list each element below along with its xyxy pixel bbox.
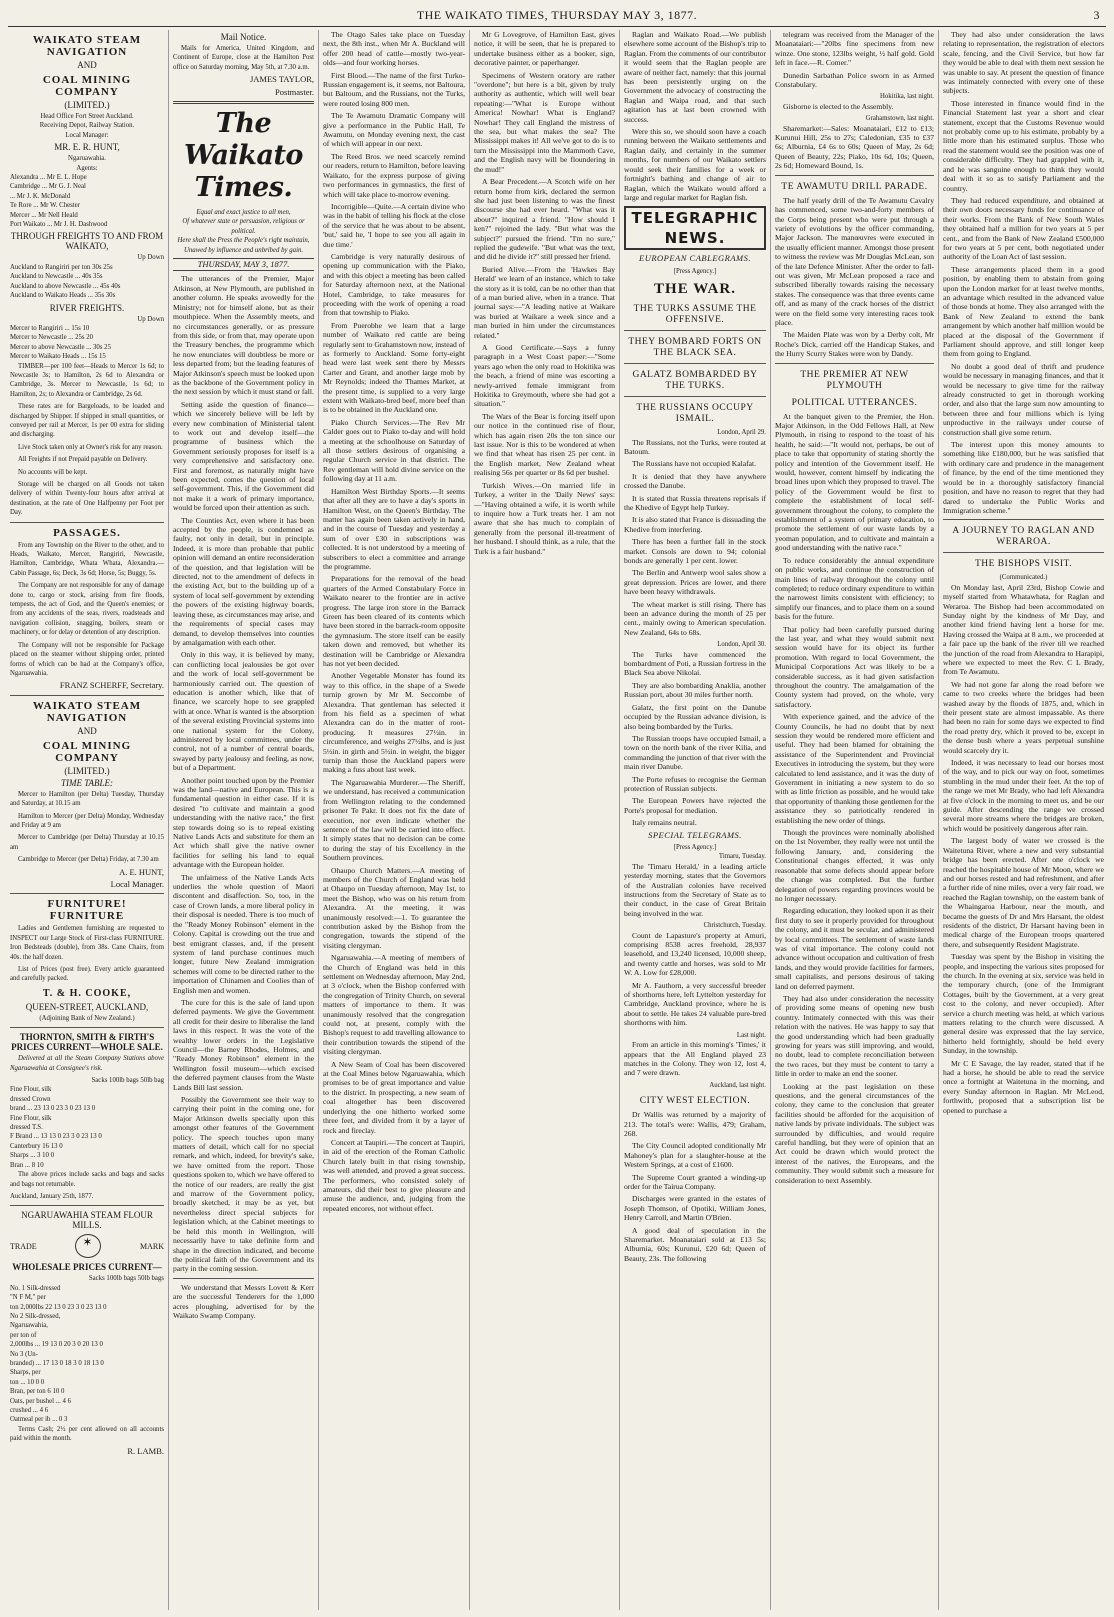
telegram-text: A good deal of speculation in the Sharemarket. Moanataiari sold at £13 5s; Alburnia, 60s; Kurunui, £20 6d; Queen of Beauty, 23s. The following bbox=[624, 1225, 766, 1263]
passages-liability: The Company are not responsible for any of damage done to, cargo or stock, arising from fire floods, tempests, the act of God, and the Queen's enemies; or from any accidents of the seas, rivers, roadsteads and navigation collision, snagging, boilers, steam or machinery, or for delay or detention of any description. bbox=[10, 582, 164, 637]
war-item: The Russian troops have occupied Ismail, a town on the north bank of the river Kilia, and commanding the junction of that river with the main river Danube. bbox=[624, 733, 766, 772]
thornton-date: Auckland, January 25th, 1877. bbox=[10, 1192, 94, 1200]
furniture-firm: T. & H. COOKE, bbox=[42, 987, 132, 999]
motto-line: Unawed by influence and unbribed by gain. bbox=[183, 246, 304, 254]
mills-row: branded) ... 17 13 0 18 3 0 18 13 0 bbox=[10, 1359, 104, 1367]
leader-paragraph: Another point touched upon by the Premier was the land—native and European. This is a fundamental question in either case. If it is desired "to cultivate and maintain a good understanding with the native race," the first step towards doing so is to repeal existing Native Lands Acts and substitute for them an Act which shall give the native owner facilities for selling his land to equal advantage with the European holder. bbox=[173, 775, 314, 870]
mills-row: 2,000lbs ... 19 13 0 20 3 0 20 13 0 bbox=[10, 1341, 103, 1349]
dateline: Hokitika, last night. bbox=[880, 93, 934, 101]
news-paragraph: The Wars of the Bear is forcing itself upon our notice in the continued rise of flour, which has again risen 20s the ton since our last issue. Nor is this to be wondered at when we find that wheat has risen 25 per cent. in the English market, New Zealand wheat realising 56s per quarter or 8s 6d per bushel. bbox=[474, 411, 615, 478]
war-subheading: THE RUSSIANS OCCUPY ISMAIL. bbox=[636, 403, 754, 425]
war-item: It is also stated that France is dissuading the Khedive from interfering. bbox=[624, 515, 766, 534]
thornton-delivery: Delivered at all the Steam Company Stations above Ngaruawahia at Consignee's risk. bbox=[10, 1055, 164, 1072]
divider bbox=[943, 552, 1104, 553]
divider bbox=[10, 1027, 164, 1028]
mills-heading: NGARUAWAHIA STEAM FLOUR MILLS. bbox=[21, 1210, 153, 1231]
news-paragraph: The Otago Sales take place on Tuesday next, the 8th inst., when Mr A. Buckland will offer 200 head of cattle—mostly two-year-olds—and four working horses. bbox=[323, 30, 465, 68]
rates-note: These rates are for Bargeloads, to be loaded and discharged by Shipper. If shipped in small quantities, or conveyed per rail at Mercer, 1s per 00 extra for sliding and discharging. bbox=[10, 403, 164, 439]
river-line: Mercer to Waikato Heads ... 15s 15 bbox=[10, 353, 106, 361]
time-table-title: TIME TABLE: bbox=[60, 777, 114, 788]
telegram-text: Count de Lapasture's property at Amuri, comprising 8538 acres freehold, 28,937 leasehold, and 13,240 licensed, 10,000 sheep, and twenty cattle and horses, was sold to Mr W. A. Low for £28,000. bbox=[624, 930, 766, 978]
news-paragraph: Sharemarket:—Sales: Moanataiari, £12 to £13; Kurunui Hill, 25s to 27s; Caledonian, £35 to £37 6s; Alburnia, £4 6s to 60s; Queen of May, 2s 6d; Queen of Beauty, 22s; Piako, 10s 6d, 10s; Queen, 2s 6d; Homeward Bound, 1s. bbox=[775, 123, 934, 171]
speech-paragraph: Though the provinces were nominally abolished on the 1st November, they really were not until the following January, and, considering the Constitutional changes effected, it was only reasonable that some defects should appear before the change was completed. But the further delegation of powers regarding provinces would be no longer necessary. bbox=[775, 828, 934, 903]
war-item: The European Powers have rejected the Porte's proposal for mediation. bbox=[624, 796, 766, 815]
war-item: Galatz, the first point on the Danube occupied by the Russian advance division, is also being bombarded by the Turks. bbox=[624, 702, 766, 731]
war-item: The Russians have not occupied Kalafat. bbox=[632, 459, 756, 469]
column-telegraphic-news bbox=[619, 30, 770, 1610]
schedule-line: Mercer to Hamilton (per Delta) Tuesday, Thursday and Saturday, at 10.15 am bbox=[10, 790, 164, 808]
motto-line: Equal and exact justice to all men, bbox=[196, 209, 291, 217]
war-subheading: GALATZ BOMBARDED BY THE TURKS. bbox=[632, 370, 758, 392]
telegraphic-news-heading: TELEGRAPHIC NEWS. bbox=[624, 206, 766, 250]
passages-note: The Company will not be responsible for Package placed on the steamer without shipping order, printed forms of which can be had at the Company's office, Ngaruawahia. bbox=[10, 641, 164, 677]
telegram-text: From an article in this morning's 'Times,' it appears that the All England played 23 matches in the Colony. They won 12, lost 4, and 7 were drawn. bbox=[624, 1040, 766, 1078]
price-row: Bran ... 8 10 bbox=[10, 1161, 44, 1169]
war-subheading: THEY BOMBARD FORTS ON THE BLACK SEA. bbox=[628, 337, 762, 359]
agent-line: Alexandra ... Mr E. L. Hope bbox=[10, 174, 87, 182]
news-paragraph: Incorrigible—Quite.—A certain divine who was in the habit of telling his flock at the close of the service that he was about to be absent, 'but,' said he, 'I hope to see you all again in due time.' bbox=[323, 201, 465, 249]
passages-signature: FRANZ SCHERFF, Secretary. bbox=[59, 680, 164, 691]
divider bbox=[943, 519, 1104, 520]
leader-paragraph: The unfairness of the Native Lands Acts underlies the whole question of Maori discontent and disaffection. So, too, in the case of Crown lands, a more liberal policy in their disposal is needed. There is too much of the "Ready Money Robinson" element in the Colony. Capital is crowding out the true and best emigrant classes, and, if the present system of land purchase continues much longer, future New Zealand immigration schemes will come to be directed rather to the importation of Chinamen and Coolies than of English men and women. bbox=[173, 872, 314, 995]
speech-paragraph: That policy had been carefully pursued during the last year, and what they would submit next session would have for its object its further promotion. With regard to local Government, the Municipal Corporations Act was likely to be a considerable success, as it had given satisfaction throughout the country. The amalgamation of the County system had proved, on the whole, very satisfactory. bbox=[775, 624, 934, 709]
war-item: The wheat market is still rising. There has been an advance during the month of 25 per cent., mainly owing to American speculation. New Zealand, 64s to 68s. bbox=[624, 599, 766, 637]
column-advertisements bbox=[6, 30, 168, 1610]
prepaid-note: All Freights if not Prepaid payable on Delivery. bbox=[18, 456, 148, 464]
news-paragraph: A New Seam of Coal has been discovered at the Coal Mines below Ngaruawahia, which promises to be of great importance and value to the district. In prospecting, a new seam of coal altogether has been discovered underlying the one hitherto worked some three feet, and divided from it by a layer of rock and fireclay. bbox=[323, 1059, 465, 1135]
furniture-address-note: (Adjoining Bank of New Zealand.) bbox=[39, 1014, 135, 1022]
ad-steam-navigation-1 bbox=[10, 34, 164, 518]
mail-notice-heading: Mail Notice. bbox=[220, 32, 267, 42]
telegram-text: The City Council adopted conditionally Mr Mahoney's plan for a slaughter-house at the Western Springs, at a cost of £1600. bbox=[624, 1141, 766, 1170]
ad-heading: WAIKATO STEAM NAVIGATION bbox=[32, 34, 142, 58]
trade-mark-emblem-icon bbox=[75, 1234, 101, 1258]
war-heading: THE WAR. bbox=[654, 281, 736, 298]
speech-paragraph: They had also under consideration the laws relating to representation, the registration of electors scale, fencing, and the Civil Service, but how far they would be able to deal with them next session he was unable to say. At present the question of finance was intimately connected with every one of these subjects. bbox=[943, 30, 1104, 96]
news-paragraph: Raglan and Waikato Road.—We publish elsewhere some account of the Bishop's trip to Raglan. From the comments of our contributor it would seem that the Raglan people are aware of neither fact, namely: that this journal has been persistently urging on the Government the advocacy of constructing the Raglan and Waipa road, and that such agitation has at last been crowned with success. bbox=[624, 30, 766, 124]
thornton-heading: THORNTON, SMITH & FIRTH'S PRICES CURRENT—WHOLE SALE. bbox=[11, 1032, 163, 1053]
leader-paragraph: Only in this way, it is believed by many, can conflicting local jealousies be got over and the work of local self-government be harmoniously carried out. The question of education is another which, like that of finance, we scarcely hope to see grappled with at once. What is wanted is the absorption of the several existing Provincial systems into one national system for the Colony, administered by local committees, under the control, not of a number of central boards, swayed by party jealousy and feeling, as now, but of a Department. bbox=[173, 650, 314, 773]
mills-row: Ngaruawahia, bbox=[10, 1322, 48, 1330]
ad-steam-navigation-2 bbox=[10, 700, 164, 890]
news-paragraph: Were this so, we should soon have a coach running between the Waikato settlements and Raglan daily, and certainly in the summer months, for numbers of our Waikato settlers would seek their families for a week or fortnight's bathing and change of air to Raglan, which the Waikato would afford a large and regular market for Raglan fish. bbox=[624, 127, 766, 202]
news-paragraph: First Blood.—The name of the first Turko-Russian engagement is, it seems, not Baltoura, but Baltoum, and the Russians, not the Turks, were routed losing 800 men. bbox=[323, 70, 465, 108]
bishop-visit-heading: THE BISHOPS VISIT. bbox=[974, 559, 1073, 570]
war-item: The Russians, not the Turks, were routed at Batoum. bbox=[624, 437, 766, 456]
ad-manager-name: MR. E. R. HUNT, bbox=[54, 142, 120, 153]
news-paragraph: The Reed Bros. we need scarcely remind our readers, return to Hamilton, before leaving Waikato, for the express purpose of giving two performances in gymnastics, the first of which will take place to-morrow evening. bbox=[323, 151, 465, 199]
ad-company: COAL MINING COMPANY bbox=[42, 74, 132, 98]
price-row: F Brand ... 13 13 0 23 3 0 23 13 0 bbox=[10, 1133, 102, 1141]
mark-label: MARK bbox=[139, 1241, 164, 1251]
price-row: dressed T.S. bbox=[10, 1124, 43, 1132]
telegram-text: Discharges were granted in the estates of Joseph Thomson, of Opotiki, William Jones, Henry Carroll, and Martin O'Brien. bbox=[624, 1194, 766, 1223]
speech-paragraph: Regarding education, they looked upon it as their first duty to see it properly provided for throughout the colony, and it must be secular, and administered by local committees. The settlement of waste lands was of vital importance. The colony could not advance without occupation and cultivation of fresh lands, and they would provide facilities for farmers, small capitalists, and persons desirous of taking land on deferred payment. bbox=[775, 906, 934, 991]
journey-paragraph: Mr C E Savage, the lay reader, stated that if he had a horse, he should be able to read the service once a fortnight at Waitetuna in the morning, and every Sunday afternoon in Raglan. Mr McLeod, forthwith, proposed that a subscription list be opened to purchase a bbox=[943, 1058, 1104, 1115]
mills-row: Oats, per bushel ... 4 6 bbox=[10, 1397, 71, 1405]
river-line: Mercer to Newcastle ... 25s 20 bbox=[10, 334, 94, 342]
mills-row: No. 1 Silk-dressed bbox=[10, 1284, 61, 1292]
dateline: London, April 29. bbox=[717, 429, 766, 437]
news-paragraph: The half yearly drill of the Te Awamutu Cavalry has commenced, some two-and-forty members of the Corps being present who were put through a variety of evolutions by the officer commanding, Major Jackson. The manœuvres were executed in the usually efficient manner. Amongst those present to witness the review was Mr Douglas McLean, son of the late Defence Minister. After the order to fall-out was given, Mr McLean proposed a race and subscribed liberally towards raising the necessary stakes. The consequence was that three events came off, and as many of the crack horses of the district were on the field some very interesting races took place. bbox=[775, 195, 934, 327]
war-item: It is denied that they have anywhere crossed the Danube. bbox=[624, 471, 766, 491]
mills-prices-heading: WHOLESALE PRICES CURRENT— bbox=[12, 1262, 162, 1273]
thornton-note: The above prices include sacks and bags and sacks and bags not returnable. bbox=[10, 1171, 164, 1188]
journey-heading: A JOURNEY TO RAGLAN AND WERAROA. bbox=[952, 526, 1095, 548]
war-item: The Berlin and Antwerp wool sales show a great depression. Prices are lower, and there have been heavy withdrawals. bbox=[624, 568, 766, 597]
paper-title: The Waikato Times. bbox=[184, 108, 303, 204]
news-paragraph: Ngaruawahia.—A meeting of members of the Church of England was held in this settlement on Wednesday afternoon, May 2nd, at 3 o'clock, when the Bishop conferred with the congregation of Trinity Church, on several matters of importance to them. It was unanimously resolved that the congregation could not, at present, comply with the Bishop's request to add travelling allowance to their contribution towards the stipend of the visiting clergyman. bbox=[323, 953, 465, 1057]
mills-row: "N F M," per bbox=[10, 1294, 46, 1302]
speech-paragraph: They had reduced expenditure, and obtained at their own doors necessary funds for continuance of their works. From the Bank of New South Wales they obtained half a million for two years at 5 per cent., and from the Bank of New Zealand £500,000 for two years at 5 per cent, both negotiated under authority of the Loan Act of last session. bbox=[943, 195, 1104, 262]
schedule-signature: A. E. HUNT, bbox=[119, 866, 164, 877]
leader-paragraph: We understand that Messrs Lovett & Kerr are the successful Tenderers for the 1,000 acres ploughing, advertised for by the Waikato Swamp Company. bbox=[173, 1282, 314, 1320]
mills-columns: Sacks 100lb bags 50lb bags bbox=[88, 1275, 164, 1283]
leader-paragraph: The utterances of the Premier, Major Atkinson, at New Plymouth, are published in another column. He speaks avowedly for the Ministry; not for himself alone, but as their mouthpiece. When the Assembly meets, and no circumstances generally, or as pressure from this side, or from that, may operate upon the Treasury benches, the programme which he now enunciates will doubtless be more or less departed from; but the leading features of Major Atkinson's speech must be looked upon as the backbone of the Government policy in the next session by which it must stand or fall. bbox=[173, 274, 314, 397]
furniture-list-note: List of Prices (post free). Every article guaranteed and carefully packed. bbox=[10, 966, 164, 983]
ad-manager-title: Local Manager: bbox=[65, 131, 109, 139]
speech-paragraph: The interest upon this money amounts to something like £180,000, but he was satisfied that with ordinary care and prudence in the management of finance, by the end of the time mentioned they would be in a thoroughly satisfactory financial position, and have no reason to regret that they had dared to undertake the Public Works and Immigration scheme." bbox=[943, 440, 1104, 515]
issue-date: THURSDAY, MAY 3, 1877. bbox=[173, 258, 314, 271]
leader-paragraph: The cure for this is the sale of land upon deferred payments. We give the Government all credit for their desire to liberalise the land laws in this respect. It was the vote of the wealthy lower orders in the Legislative Council—the Barney Rhodes, Holmes, and "Ready Money Robinson" element in the Wellington fossil museum—which excised the deferred payment clauses from the Waste Lands Bill last session. bbox=[173, 997, 314, 1092]
river-line: Mercer to Rangiriri ... 15s 10 bbox=[10, 324, 90, 332]
press-agency-label: [Press Agency.] bbox=[673, 843, 717, 851]
divider bbox=[775, 363, 934, 364]
thornton-columns: Sacks 100lb bags 50lb bag bbox=[91, 1077, 164, 1085]
dateline: Timaru, Tuesday. bbox=[718, 853, 766, 861]
divider bbox=[624, 396, 766, 397]
mills-row: crushed ... 4 6 bbox=[10, 1407, 49, 1414]
mills-row: per ton of bbox=[10, 1331, 37, 1339]
price-row: brand ... 23 13 0 23 3 0 23 13 0 bbox=[10, 1105, 96, 1113]
price-row: Sharps ... 3 10 0 bbox=[10, 1152, 54, 1160]
agent-line: Te Rore ... Mr W. Chester bbox=[10, 202, 80, 210]
ad-subheading: AND bbox=[77, 60, 97, 70]
news-paragraph: Cambridge is very naturally desirous of opening up communication with the Piako, and with this object a meeting has been called for Saturday afternoon next, at the National Hotel, Cambridge, to take measures for proceeding with the work of opening a road from that township to Piako. bbox=[323, 251, 465, 318]
column-leader bbox=[168, 30, 318, 1610]
premier-heading: THE PREMIER AT NEW PLYMOUTH bbox=[800, 369, 909, 391]
ad-heading: WAIKATO STEAM NAVIGATION bbox=[32, 699, 142, 724]
mills-terms: Terms Cash; 2½ per cent allowed on all accounts paid within the month. bbox=[10, 1425, 164, 1443]
mail-notice-signature: JAMES TAYLOR, bbox=[249, 74, 314, 85]
news-paragraph: Gisborne is elected to the Assembly. bbox=[783, 101, 894, 111]
divider bbox=[10, 695, 164, 696]
ad-subheading: AND bbox=[77, 725, 97, 736]
war-subheading: THE TURKS ASSUME THE OFFENSIVE. bbox=[633, 304, 757, 326]
ad-furniture bbox=[10, 898, 164, 1023]
mills-signature: R. LAMB. bbox=[127, 1445, 164, 1456]
news-paragraph: Specimens of Western oratory are rather "overdone"; but here is a bit, given by truly authority as authentic, which will well bear repeating:—"What is Europe without America! Nowhar! What is England? Nowhar! They call England the mistress of the sea, but what makes the sea? The Mississippi makes it! All we've got to do is to turn the Mississippi into the Mammoth Cave, and the English navy will be floundering in the mud!" bbox=[474, 70, 615, 174]
news-paragraph: Dunedin Sarbathan Police sworn in as Armed Constabulary. bbox=[775, 70, 934, 90]
column-local-news bbox=[318, 30, 469, 1610]
ad-company: COAL MINING COMPANY bbox=[42, 739, 132, 764]
news-paragraph: A Bear Precedent.—A Scotch wife on her return home from kirk, declared the sermon she had just been listening to was the finest discourse she had ever heard. "What was it about?" inquired a friend. "How should I ken?" rejoined the lady. "But what was the subject?" pursued the friend. "I'm no sure," replied the gudewife. "But what was the text, and did he divide it?" still pressed her friend. bbox=[474, 177, 615, 262]
passages-heading: PASSAGES. bbox=[53, 526, 121, 539]
schedule-line: Hamilton to Mercer (per Delta) Monday, Wednesday and Friday at 9 am bbox=[10, 812, 164, 829]
premier-subheading: POLITICAL UTTERANCES. bbox=[791, 397, 918, 408]
speech-paragraph: At the banquet given to the Premier, the Hon. Major Atkinson, in the Odd Fellows Hall, at New Plymouth, in rising to respond to the toast of his health, he said:—"It would not, perhaps, be out of place to take that opportunity of stating shortly the policy and intention of the Government itself. He would, however, content himself by indicating the broad lines upon which they proposed to travel. The policy of the Government would be first to complete the establishment of local self-government throughout the colony, to complete the establishment of a system of primary education, to promote the settlement of our waste lands by a yeoman population, and to cultivate and maintain a good understanding with the native race." bbox=[775, 411, 934, 553]
agent-line: Port Waikato ... Mr J. H. Dashwood bbox=[10, 221, 108, 229]
telegram-text: The 'Timaru Herald,' in a leading article yesterday morning, states that the Governors of the Australian colonies have received instructions from the Secretary of State as to their conduct, in the case of Great Britain being involved in the war. bbox=[624, 861, 766, 918]
news-paragraph: The Ngaruawahia Murderer.—The Sheriff, we understand, has received a communication from Wellington relating to the condemned prisoner Te Pakr. It does not fix the date of execution, nor even indicate whether the sentence of the law will be carried into effect. It simply states that no decision can be come to during the stay of his Excellency in the Southern provinces. bbox=[323, 777, 465, 863]
divider bbox=[10, 893, 164, 894]
ad-limited: (LIMITED.) bbox=[64, 765, 110, 776]
masthead bbox=[8, 6, 1106, 27]
ad-manager-place: Ngaruawahia. bbox=[68, 155, 106, 163]
timber-note: TIMBER—per 100 feet—Heads to Mercer 1s 6d; to Newcastle 3s; to Hamilton, 2s 6d to Alexandra or Cambridge, 3s. Mercer to Newcastle, 1s 6d; to Hamilton, 2s; to Alexandra or Cambridge, 2s 6d. bbox=[10, 362, 164, 398]
leader-paragraph: The Counties Act, even where it has been accepted by the people, is condemned as faulty, not only in detail, but in principle. Indeed, it is more than probable that public opinion will demand an entire reconsideration of the question, and that legislation will be directed, not to the amendment of defects in the existing Act, but to the building up of a system of local self-government by extending the powers of the existing highway boards, leaving these, as circumstances may arise, and the requirements of special cases may demand, to develop themselves into counties by amalgamation with each other. bbox=[173, 515, 314, 647]
storage-note: Storage will be charged on all Goods not taken delivery of within Twenty-four hours after arrival at destination, at the rate of One Halfpenny per Foot per Day. bbox=[10, 481, 164, 517]
special-telegrams-heading: SPECIAL TELEGRAMS. bbox=[648, 829, 742, 840]
mills-row: No 3 (Un- bbox=[10, 1350, 38, 1358]
divider bbox=[624, 330, 766, 331]
european-cablegrams-heading: EUROPEAN CABLEGRAMS. bbox=[639, 253, 751, 264]
divider bbox=[173, 1278, 314, 1279]
dateline: Last night. bbox=[736, 1031, 766, 1039]
mills-row: Sharps, per bbox=[10, 1369, 41, 1377]
dateline: Christchurch, Tuesday. bbox=[703, 922, 766, 930]
news-paragraph: Hamilton West Birthday Sports.—It seems that after all they are to have a day's sports in Hamilton West, on the Queen's Birthday. The matter has again been taken actively in hand, and in the course of Tuesday and yesterday a sum of over £30 in subscriptions was collected. It is not understood by a meeting of subscribers to elect a committee and arrange the programme. bbox=[323, 486, 465, 571]
freights-columns: Up Down bbox=[137, 254, 164, 262]
news-paragraph: Concert at Taupiri.—The concert at Taupiri, in aid of the erection of the Roman Catholic Church lately built in that rising township, was well attended, and proved a great success. The performers, who consisted solely of amateurs, did their best to give pleasure and amuse the audience, and, judging from the repeated encores, not without effect. bbox=[323, 1137, 465, 1213]
news-paragraph: Preparations for the removal of the head quarters of the Armed Constabulary Force in Waikato nearer to the frontier are in active progress. The large iron store in the Barrack Green has been cleared of its contents which have been stored in the barrack-room opposite the gymnasium. The store itself can be easily taken down and removed, but whether its destination will be Cambridge or Alexandra has not yet been decided. bbox=[323, 574, 465, 668]
war-item: The Porte refuses to recognise the German protection of Russian subjects. bbox=[624, 774, 766, 793]
drill-parade-heading: TE AWAMUTU DRILL PARADE. bbox=[781, 181, 928, 192]
column-miscellany bbox=[469, 30, 619, 1610]
war-item: It is stated that Russia threatens reprisals if the Khedive of Egypt help Turkey. bbox=[624, 493, 766, 512]
news-paragraph: Ohaupo Church Matters.—A meeting of members of the Church of England was held at Ohaupo on Tuesday afternoon, May 1st, to meet the Bishop, who was on his return from Alexandra. At the meeting, it was unanimously resolved:—1. To guarantee the contribution asked by the Bishop from the congregation, towards the stipend of the visiting clergyman. bbox=[323, 865, 465, 950]
furniture-heading: FURNITURE! FURNITURE bbox=[47, 898, 127, 923]
stock-note: Live Stock taken only at Owner's risk for any reason. bbox=[18, 443, 163, 451]
dateline: Grahamstown, last night. bbox=[865, 115, 934, 123]
trade-label: TRADE bbox=[10, 1241, 37, 1251]
news-paragraph: Buried Alive.—From the 'Hawkes Bay Herald' we learn of an instance, which to take the story as it is told, can be no other than that of a man buried alive, when in a trance. That journal says:—"A leading native at Waikare was buried at Waikare a week since and a man buried in him under the circumstances related." bbox=[474, 264, 615, 340]
speech-paragraph: To reduce considerably the annual expenditure on public works, and continue the construction of main lines of railway throughout the colony until completed; to reduce ordinary expenditure to within the narrowest limits consistent with efficiency; to simplify our finances, and to place them on a sound basis for the future. bbox=[775, 555, 934, 622]
ad-agents-title: Agents: bbox=[76, 164, 98, 172]
schedule-signature-role: Local Manager. bbox=[110, 878, 164, 889]
leader-paragraph: Possibly the Government see their way to carrying their point in the coming one, for Major Atkinson dwells specially upon this amongst other features of the Government policy. The speech touches upon many matters of detail, which call for no special remark, and which, indeed, for brevity's sake, we have omitted from the report. Those questions spoken to, which we have offered to the notice of our readers, are really the gist and marrow of the Government policy, broadly sketched, it may be as yet, but nevertheless direct special subjects for legislation which, at the Cabinet meetings to be held this month in Wellington, will necessarily have to take definite form and shape in the direction indicated, and become the political faith of the Government and its party in the coming session. bbox=[173, 1095, 314, 1274]
war-item: There has been a further fall in the stock market. Consols are down to 94; colonial bonds are generally 1 per cent. lower. bbox=[624, 537, 766, 565]
masthead-title: THE WAIKATO TIMES, THURSDAY MAY 3, 1877. bbox=[416, 8, 698, 22]
page-number: 3 bbox=[1093, 8, 1100, 22]
news-paragraph: From Puerobhe we learn that a large number of Waikato red cattle are being regularly sent to Grahamstown now, instead of as formerly to Auckland. Some forty-eight head were last week sent there by Messrs Carter and Grant, and another large mob by Mr Reynolds; indeed the Thames Market, at the present time, is supplied to a very large extent with Waikato-bred beef, more beef than is to be obtained in the Auckland one. bbox=[323, 320, 465, 415]
agent-line: Cambridge ... Mr G. J. Neal bbox=[10, 183, 86, 191]
schedule-line: Mercer to Cambridge (per Delta) Thursday at 10.15 am bbox=[10, 834, 164, 851]
divider bbox=[10, 1205, 164, 1206]
freight-line: Auckland to Rangiriri per ton 30s 25s bbox=[10, 263, 113, 271]
election-heading: CITY WEST ELECTION. bbox=[639, 1096, 751, 1107]
price-row: Canterbury 16 13 0 bbox=[10, 1142, 63, 1150]
news-paragraph: telegram was received from the Manager of the Moanataiari:—"20lbs fine specimens from new winze. One stone, 123lbs weight, ½ half gold. Gold left in face.—R. Comer." bbox=[775, 30, 934, 68]
freight-line: Auckland to above Newcastle ... 45s 40s bbox=[10, 282, 121, 290]
mills-row: No 2 Silk-dressed, bbox=[10, 1312, 61, 1320]
news-paragraph: Another Vegetable Monster has found its way to this office, in the shape of a Swede turnip grown by Mr M. Seccombe of Alexandra. That gentleman has selected it from his field as a specimen of what Alexandra can do in the matter of root-producing. It measures 27½in. in circumference, and weighs 27½lbs, and is just 5½in. in girth and 5½in. in weight, the bigger turnip than those the Auckland papers were making a fuss about last week. bbox=[323, 671, 465, 775]
accounts-note: No accounts will be kept. bbox=[18, 468, 88, 476]
mills-row: ton 2,000lbs 22 13 0 23 3 0 23 13 0 bbox=[10, 1303, 107, 1311]
speech-paragraph: Looking at the past legislation on these questions, and the general circumstances of the colony, they came to the conclusion that greater facilities should be afforded for the acquisition of native lands by private individuals. The subject was surrounded by difficulties, and would require careful handling, but they were of opinion that an Act could be drawn which would protect the interest of the natives, the Europeans, and the community. They would submit such a measure for consideration to next Assembly. bbox=[775, 1081, 934, 1185]
column-raglan-journey bbox=[938, 30, 1108, 1610]
schedule-line: Cambridge to Mercer (per Delta) Friday, at 7.30 am bbox=[18, 856, 159, 864]
news-paragraph: The Maiden Plate was won by a Derby colt, Mr Roche's Dick, carried off the Handicap Stakes, and the Hurry Scurry Stakes were won by Dandy. bbox=[775, 330, 934, 359]
freight-line: Auckland to Waikato Heads ... 35s 30s bbox=[10, 292, 116, 300]
press-agency-label: [Press Agency.] bbox=[673, 267, 717, 275]
journey-paragraph: Indeed, it was necessary to lead our horses most of the way, and to pick our way on foot, sometimes stumbling in the mud under their feet. At the top of the range we met Mr Brady, who had left Alexandra at five o'clock in the morning to meet us, and be our guide. After descending the range we crossed several more streams where the bridges are broken, which would be positively dangerous after rain. bbox=[943, 758, 1104, 833]
speech-paragraph: They had also under consideration the necessity of providing some means of opening new bush country. Intimately connected with this was their relation with the natives. He was happy to say that the good understanding which had been gradually growing for years was still improving, and would, no doubt, lead to complete reconciliation between the two races, but they must be content to tarry a little in order to make an end the sooner. bbox=[775, 993, 934, 1079]
river-freights-title: RIVER FREIGHTS. bbox=[49, 302, 125, 313]
furniture-text: Ladies and Gentlemen furnishing are requested to INSPECT our Large Stock of First-class FURNITURE. Iron Bedsteads (double), from 38s. Cane Chairs, from 40s. the half dozen. bbox=[10, 925, 164, 961]
ad-receiving-depot: Receiving Depot, Railway Station. bbox=[39, 122, 135, 130]
dateline: Auckland, last night. bbox=[709, 1081, 766, 1089]
leader-paragraph: Setting aside the question of finance—which we sincerely believe will be left by every new combination of Ministerial talent to work out and develop itself—the programme of business which the Government seriously proposes for itself is a very comprehensive and satisfactory one. First and foremost, as naturally might have been expected, comes the question of local self-government. This, if the Government did not make it a work of primary importance, would be forced upon their attention as such. bbox=[173, 399, 314, 513]
motto-line: Here shall the Press the People's right maintain, bbox=[177, 237, 310, 245]
communicated-label: (Communicated.) bbox=[999, 574, 1048, 582]
agent-line: ... Mr J. K. McDonald bbox=[10, 192, 71, 200]
motto-line: Of whatever state or persuasion, religious or political. bbox=[182, 218, 305, 235]
mills-row: Oatmeal per ib ... 0 3 bbox=[10, 1416, 68, 1424]
mills-row: ton ... 10 0 0 bbox=[10, 1378, 45, 1386]
ad-thornton bbox=[10, 1032, 164, 1201]
river-columns: Up Down bbox=[137, 315, 164, 323]
freight-line: Auckland to Newcastle ... 40s 35s bbox=[10, 273, 103, 281]
war-item: The Turks have commenced the bombardment of Poti, a Russian fortress in the Black Sea above Nikolai. bbox=[624, 649, 766, 678]
telegram-text: Mr A. Fauthorn, a very successful breeder of shorthorns here, left Lyttelton yesterday for Cambridge, Auckland province, where he is about to settle. He takes 24 valuable pure-bred shorthorns with him. bbox=[624, 980, 766, 1028]
furniture-address: QUEEN-STREET, AUCKLAND, bbox=[25, 1001, 149, 1012]
ad-ngaruawahia-mills bbox=[10, 1210, 164, 1456]
news-paragraph: Piako Church Services.—The Rev Mr Calder goes out to Piako to-day and will hold a meeting at the schoolhouse on Saturday of all those settlers desirous of organising a regular Church service in that district. The Rev gentleman will hold divine service on the following day at 11 a.m. bbox=[323, 417, 465, 484]
divider bbox=[10, 522, 164, 523]
divider bbox=[775, 175, 934, 176]
telegram-text: Dr Wallis was returned by a majority of 213. The total's were: Wallis, 479; Graham, 268. bbox=[624, 1110, 766, 1138]
ad-head-office: Head Office Fort Street Auckland. bbox=[40, 113, 134, 120]
journey-paragraph: On Monday last, April 23rd, Bishop Cowie and myself started from Whatawhata, for Raglan and Weraroa. The Bishop had been accommodated on Sunday night by the kindness of Mr Day, and another kind friend having lent a horse for me. Having crossed the Waipa at 8 a.m., we proceeded at a fair pace up the bank of the river till we reached the junction of the road from Alexandra to Harapipi, where we expected to meet the Rev. C L Brady, from Te Awamutu. bbox=[943, 582, 1104, 677]
ad-limited: (LIMITED.) bbox=[64, 100, 110, 110]
speech-paragraph: With experience gained, and the advice of the County Councils, he had no doubt that by next session they would be rendered more efficient and useful. They had been blamed for obtaining the assistance of the Superintendent and Provincial Executives in introducing the system, but they were calculated to lend assistance, and it was the duty of Government in initiating a new system to do so with as little friction as possible, and he would take that opportunity of thanking those gentlemen for the assistance they so patriotically rendered in establishing the new order of things. bbox=[775, 712, 934, 825]
journey-paragraph: We had not gone far along the road before we came to two creeks where the bridges had been washed away by the floods of 1875, and, which in their present state are almost impassable. As there had been no rain for some days we expected to find the road pretty dry, which it proved to be, except in the dense bush where a years perpetual sunshine would scarcely dry it. bbox=[943, 679, 1104, 755]
news-paragraph: The Te Awamutu Dramatic Company will give a performance in the Public Hall, Te Awamutu, on Monday evening next, the cast of which will appear in our next. bbox=[323, 111, 465, 149]
agent-line: Mercer ... Mr Nell Heald bbox=[10, 211, 78, 219]
mail-notice-text: Mails for America, United Kingdom, and Continent of Europe, close at the Hamilton Post office on Saturday morning, May 5th, at 7.30 a.m. bbox=[173, 45, 314, 71]
passages-text: From any Township on the River to the other, and to Heads, Waikato, Mercer, Rangiriri, Newcastle, Hamilton, Cambridge, Whata Whata, Alexandra.—Cabin Passage, 6s; Deck, 3s 6d; Horse, 5s; Buggy, 5s. bbox=[10, 541, 164, 577]
news-paragraph: Turkish Wives.—On married life in Turkey, a writer in the 'Daily News' says:—"Having obtained a wife, it is worth while to inquire how a Turk treats her. I am not aware that she has much to complain of generally from the personal ill-treatment of her husband. I should think, as a rule, that the Turk is a fair husband." bbox=[474, 480, 615, 556]
ad-passages bbox=[10, 527, 164, 691]
river-line: Mercer to above Newcastle ... 30s 25 bbox=[10, 343, 111, 351]
dateline: London, April 30. bbox=[717, 641, 766, 649]
mills-row: Bran, per ton 6 10 0 bbox=[10, 1388, 65, 1396]
telegram-text: The Supreme Court granted a winding-up order for the Tairua Company. bbox=[624, 1172, 766, 1191]
price-row: Fine Flour, silk bbox=[10, 1114, 52, 1122]
mail-notice-role: Postmaster. bbox=[275, 86, 314, 97]
freights-title: THROUGH FREIGHTS TO AND FROM WAIKATO, bbox=[10, 231, 164, 252]
trade-mark bbox=[10, 1234, 164, 1258]
journey-paragraph: Tuesday was spent by the Bishop in visiting the people, and inspecting the various sites proposed for the church. In the evening at six, service was held in the temporary church, (one of the Immigrant Cottages, built by the Government, at a very great cost to the colony, and never occupied). After service a church meeting was held, at which various matters relating to the church were discussed. A general desire was expressed that the lay service, hitherto held fortnightly, should be held every Sunday, in the township. bbox=[943, 952, 1104, 1056]
divider bbox=[173, 101, 314, 104]
speech-paragraph: These arrangements placed them in a good position, by enabling them to abstain from going upon the London market for at least twelve months, an advantage which resulted in the advanced value of those bonds at home. They also arranged with the Bank of New Zealand to extend the bank arrangement by which another half million would be placed at the disposal of the Government if Parliament should approve, and still longer keep them from going to England. bbox=[943, 264, 1104, 359]
divider bbox=[624, 363, 766, 364]
journey-paragraph: The largest body of water we crossed is the Waitetuna River, where a new and very substantial bridge has been erected. After one o'clock we reached the hospitable house of Mr Moon, where we and our horses rested and had refreshment, and after a further ride of nine miles, over a very fair road, we reached the Raglan township, on the eastern bank of the Whaingaroa Harbour, near the mouth, and became the guests of Dr and Mrs Harsant, the oldest residents of the district, Dr Harsant having been in medical charge of the European troops quartered there, and subsequently Resident Magistrate. bbox=[943, 836, 1104, 949]
speech-paragraph: No doubt a good deal of thrift and prudence would be necessary in managing finances, and that it would be necessary to give time for the railway already constructed to get in thorough working order, and also that the large sum now amounting to between three and four millions which is lying unproductive in the railways under course of construction shall give some return. bbox=[943, 361, 1104, 437]
news-paragraph: Mr G Lovegrove, of Hamilton East, gives notice, it will be seen, that he is prepared to undertake business either as a booker, sign, decorative painter, or paperhanger. bbox=[474, 30, 615, 68]
war-item: They are also bombarding Anaklia, another Russian port, about 30 miles further north. bbox=[624, 680, 766, 700]
price-row: Fine Flour, silk bbox=[10, 1086, 52, 1094]
price-row: dressed Crown bbox=[10, 1095, 51, 1103]
speech-paragraph: Those interested in finance would find in the Financial Statement last year a short and clear statement, except that the Customs Revenue would not probably come up to his estimate, probably by a little more than his estimated surplus. Those who read the statement would see the position was one of considerable difficulty. They had grappled with it, and he was sanguine enough to think they would deal with it so as to satisfy Parliament and the country. bbox=[943, 98, 1104, 193]
news-paragraph: A Good Certificate.—Says a funny paragraph in a West Coast paper:—"Some years ago when the only road to Hokitika was the beach, a friend of mine was escorting a newly-arrived female immigrant from Hokitika to Greymouth, where she had got a situation." bbox=[474, 343, 615, 409]
column-premier-speech bbox=[770, 30, 938, 1610]
war-item: Italy remains neutral. bbox=[632, 818, 697, 828]
